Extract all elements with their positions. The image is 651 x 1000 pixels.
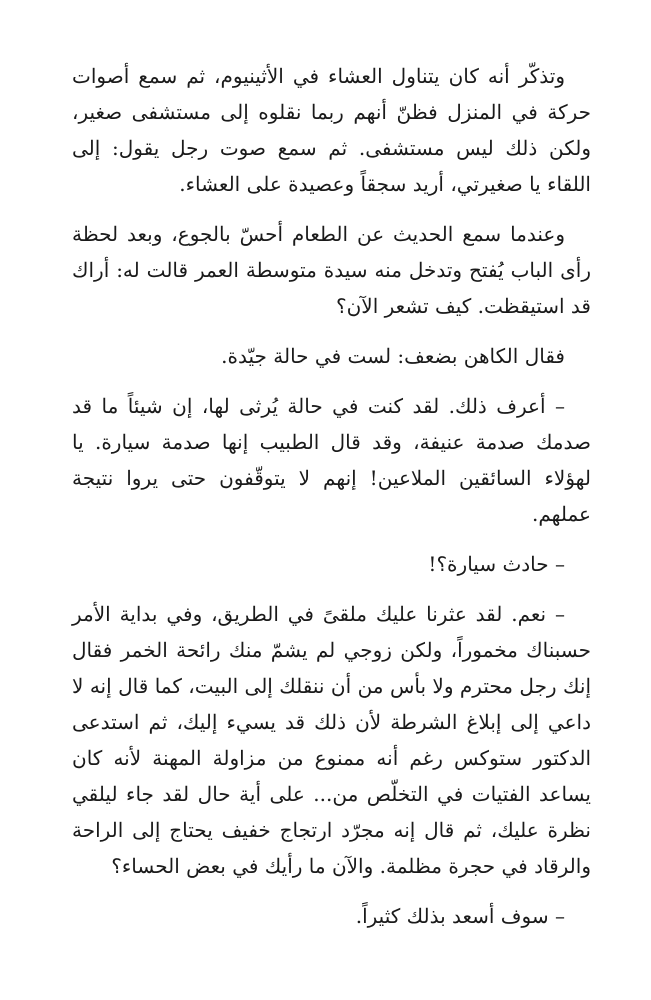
paragraph-6: – نعم. لقد عثرنا عليك ملقىً في الطريق، وفي بداية الأمر حسبناك مخموراً، ولكن زوجي لم يشمّ منك رائحة الخمر فقال إنك رجل محترم ولا بأس من أن ننقلك إلى البيت، كما قال إنه لا داعي إلى إبلاغ الشرطة لأن ذلك قد يسيء إليك، ثم استدعى الدكتور ستوكس رغم أنه ممنوع من مزاولة المهنة لأنه كان يساعد الفتيات في التخلّص من... على أية حال لقد جاء ليلقي نظرة عليك، ثم قال إنه مجرّد ارتجاج خفيف يحتاج إلى الراحة والرقاد في حجرة مظلمة. والآن ما رأيك في بعض الحساء؟ (72, 602, 591, 878)
book-page-text (72, 58, 591, 948)
paragraph-3: فقال الكاهن بضعف: لست في حالة جيّدة. (221, 344, 565, 368)
paragraph-5: – حادث سيارة؟! (428, 552, 565, 576)
paragraph-7: – سوف أسعد بذلك كثيراً. (355, 904, 565, 928)
paragraph-1: وتذكّر أنه كان يتناول العشاء في الأثينيوم، ثم سمع أصوات حركة في المنزل فظنّ أنهم ربما نقلوه إلى مستشفى صغير، ولكن ذلك ليس مستشفى. ثم سمع صوت رجل يقول: إلى اللقاء يا صغيرتي، أريد سجقاً وعصيدة على العشاء. (72, 64, 591, 196)
paragraph-4: – أعرف ذلك. لقد كنت في حالة يُرثى لها، إن شيئاً ما قد صدمك صدمة عنيفة، وقد قال الطبيب إنها صدمة سيارة. يا لهؤلاء السائقين الملاعين! إنهم لا يتوقّفون حتى يروا نتيجة عملهم. (72, 394, 591, 526)
paragraph-2: وعندما سمع الحديث عن الطعام أحسّ بالجوع، وبعد لحظة رأى الباب يُفتح وتدخل منه سيدة متوسطة العمر قالت له: أراك قد استيقظت. كيف تشعر الآن؟ (72, 222, 591, 318)
